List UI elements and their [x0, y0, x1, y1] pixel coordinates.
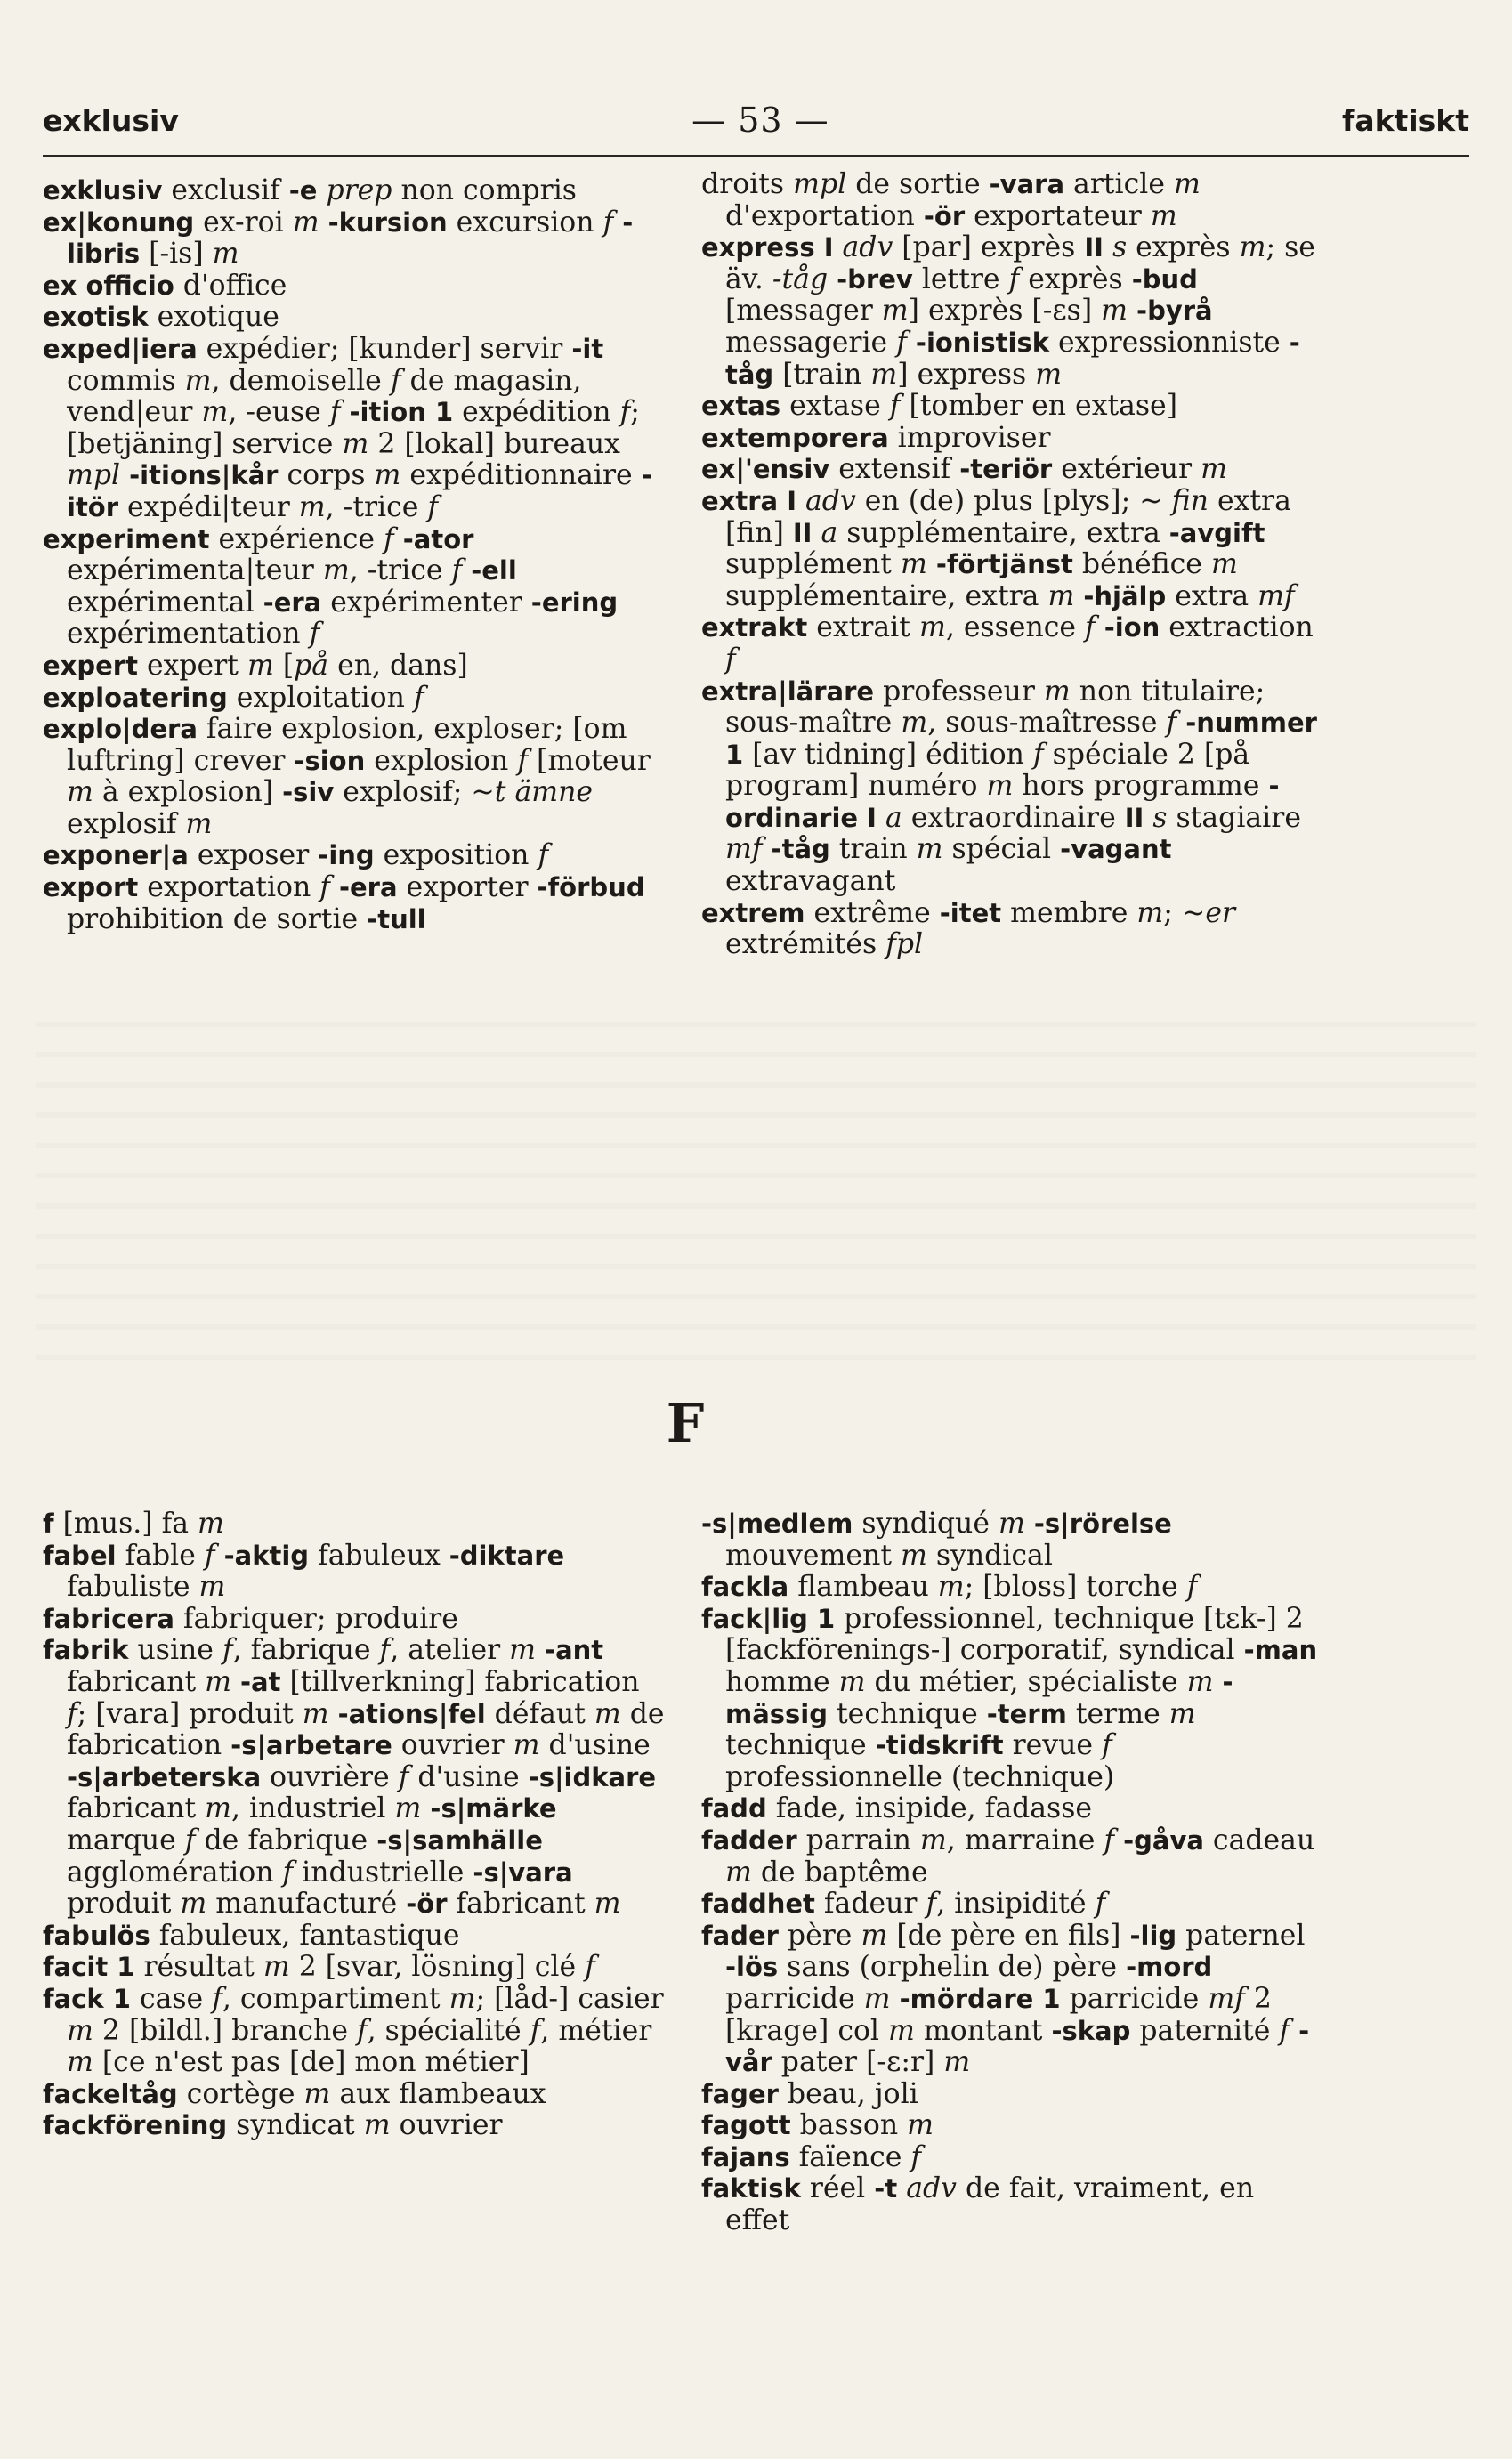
- dictionary-entry: express I adv [par] exprès II s exprès m; se äv. -tåg -brev lettre f exprès -bud [messager m] exprès [-ɛs] m -byrå messagerie f -ionistisk expressionniste -tåg [train m] express m: [701, 231, 1315, 391]
- dictionary-entry: ex|'ensiv extensif -teriör extérieur m: [701, 453, 1227, 486]
- blank-area: [36, 997, 1476, 1371]
- dictionary-entry: fackeltåg cortège m aux flambeaux: [43, 2077, 546, 2110]
- dictionary-entry: fabulös fabuleux, fantastique: [43, 1919, 460, 1952]
- dictionary-entry: exped|iera expédier; [kunder] servir -it commis m, demoiselle f de magasin, vend|eur m, -euse f -ition 1 expédition f; [betjäning] service m 2 [lokal] bureaux mpl -itions|kår corps m expéditionnaire -itör expédi|teur m, -trice f: [43, 332, 652, 523]
- dictionary-entry: fack|lig 1 professionnel, technique [tɛk-] 2 [fackförenings-] corporatif, syndical -man homme m du métier, spécialiste m -mässig technique -term terme m technique -tidskrift revue f professionnelle (technique): [701, 1602, 1318, 1793]
- column-bottom-left: [43, 1509, 666, 2142]
- page-header: [43, 89, 1469, 151]
- dictionary-entry: fackförening syndicat m ouvrier: [43, 2109, 503, 2142]
- right-guide-word: faktiskt: [1341, 102, 1469, 138]
- dictionary-entry: droits mpl de sortie -vara article m d'exportation -ör exportateur m: [701, 168, 1201, 232]
- left-guide-word: exklusiv: [43, 102, 179, 138]
- header-rule: [43, 155, 1469, 157]
- page-number: — 53 —: [691, 101, 829, 140]
- dictionary-entry: faktisk réel -t adv de fait, vraiment, en effet: [701, 2172, 1255, 2237]
- dictionary-entry: extra I adv en (de) plus [plys]; ~ fin extra [fin] II a supplémentaire, extra -avgift supplément m -förtjänst bénéfice m supplémentaire, extra m -hjälp extra mf: [701, 484, 1295, 612]
- dictionary-entry: fagott basson m: [701, 2109, 934, 2142]
- dictionary-entry: fader père m [de père en fils] -lig paternel -lös sans (orphelin de) père -mord parricide m -mördare 1 parricide mf 2 [krage] col m montant -skap paternité f -vår pater [-ɛ:r] m: [701, 1919, 1310, 2079]
- dictionary-entry: facit 1 résultat m 2 [svar, lösning] clé f: [43, 1951, 595, 1984]
- dictionary-entry: fadder parrain m, marraine f -gåva cadeau m de baptême: [701, 1824, 1315, 1889]
- section-letter: F: [666, 1393, 705, 1455]
- column-top-left: [43, 175, 666, 935]
- dictionary-entry: fack 1 case f, compartiment m; [låd-] casier m 2 [bildl.] branche f, spécialité f, métier m [ce n'est pas [de] mon métier]: [43, 1982, 664, 2079]
- dictionary-entry: fabel fable f -aktig fabuleux -diktare fabuliste m: [43, 1539, 565, 1604]
- dictionary-entry: exklusiv exclusif -e prep non compris: [43, 174, 577, 206]
- dictionary-entry: fadd fade, insipide, fadasse: [701, 1792, 1093, 1825]
- dictionary-entry: f [mus.] fa m: [43, 1508, 224, 1540]
- dictionary-entry: extemporera improviser: [701, 421, 1051, 454]
- dictionary-entry: explo|dera faire explosion, exploser; [om luftring] crever -sion explosion f [moteur m à explosion] -siv explosif; ~t ämne explosif m: [43, 713, 651, 840]
- column-top-right: [701, 169, 1324, 961]
- dictionary-entry: ex officio d'office: [43, 269, 287, 302]
- dictionary-entry: fabricera fabriquer; produire: [43, 1602, 458, 1635]
- dictionary-entry: -s|medlem syndiqué m -s|rörelse mouvement m syndical: [701, 1508, 1172, 1572]
- dictionary-entry: expert expert m [på en, dans]: [43, 649, 468, 682]
- dictionary-entry: ex|konung ex-roi m -kursion excursion f -libris [-is] m: [43, 206, 634, 271]
- dictionary-entry: exotisk exotique: [43, 301, 279, 334]
- dictionary-entry: fabrik usine f, fabrique f, atelier m -ant fabricant m -at [tillverkning] fabrication f; [vara] produit m -ations|fel défaut m de fabrication -s|arbetare ouvrier m d'usine -s|arbeterska ouvrière f d'usine -s|idkare fabricant m, industriel m -s|märke marque f de fabrique -s|samhälle agglomération f industrielle -s|vara produit m manufacturé -ör fabricant m: [43, 1634, 665, 1921]
- dictionary-entry: fajans faïence f: [701, 2140, 922, 2173]
- dictionary-entry: extrem extrême -itet membre m; ~er extrémités fpl: [701, 896, 1236, 961]
- dictionary-entry: experiment expérience f -ator expérimenta|teur m, -trice f -ell expérimental -era expérimenter -ering expérimentation f: [43, 522, 619, 651]
- dictionary-entry: fager beau, joli: [701, 2077, 918, 2110]
- dictionary-entry: extrakt extrait m, essence f -ion extraction f: [701, 611, 1314, 675]
- dictionary-entry: faddhet fadeur f, insipidité f: [701, 1888, 1106, 1921]
- dictionary-entry: exploatering exploitation f: [43, 681, 424, 714]
- dictionary-entry: fackla flambeau m; [bloss] torche f: [701, 1571, 1198, 1604]
- dictionary-entry: extra|lärare professeur m non titulaire; sous-maître m, sous-maîtresse f -nummer 1 [av tidning] édition f spéciale 2 [på program] numéro m hors programme -ordinarie I a extraordinaire II s stagiaire mf -tåg train m spécial -vagant extravagant: [701, 675, 1317, 898]
- dictionary-entry: exponer|a exposer -ing exposition f: [43, 839, 549, 872]
- dictionary-entry: extas extase f [tomber en extase]: [701, 390, 1177, 423]
- dictionary-entry: export exportation f -era exporter -förbud prohibition de sortie -tull: [43, 871, 645, 935]
- column-bottom-right: [701, 1509, 1324, 2237]
